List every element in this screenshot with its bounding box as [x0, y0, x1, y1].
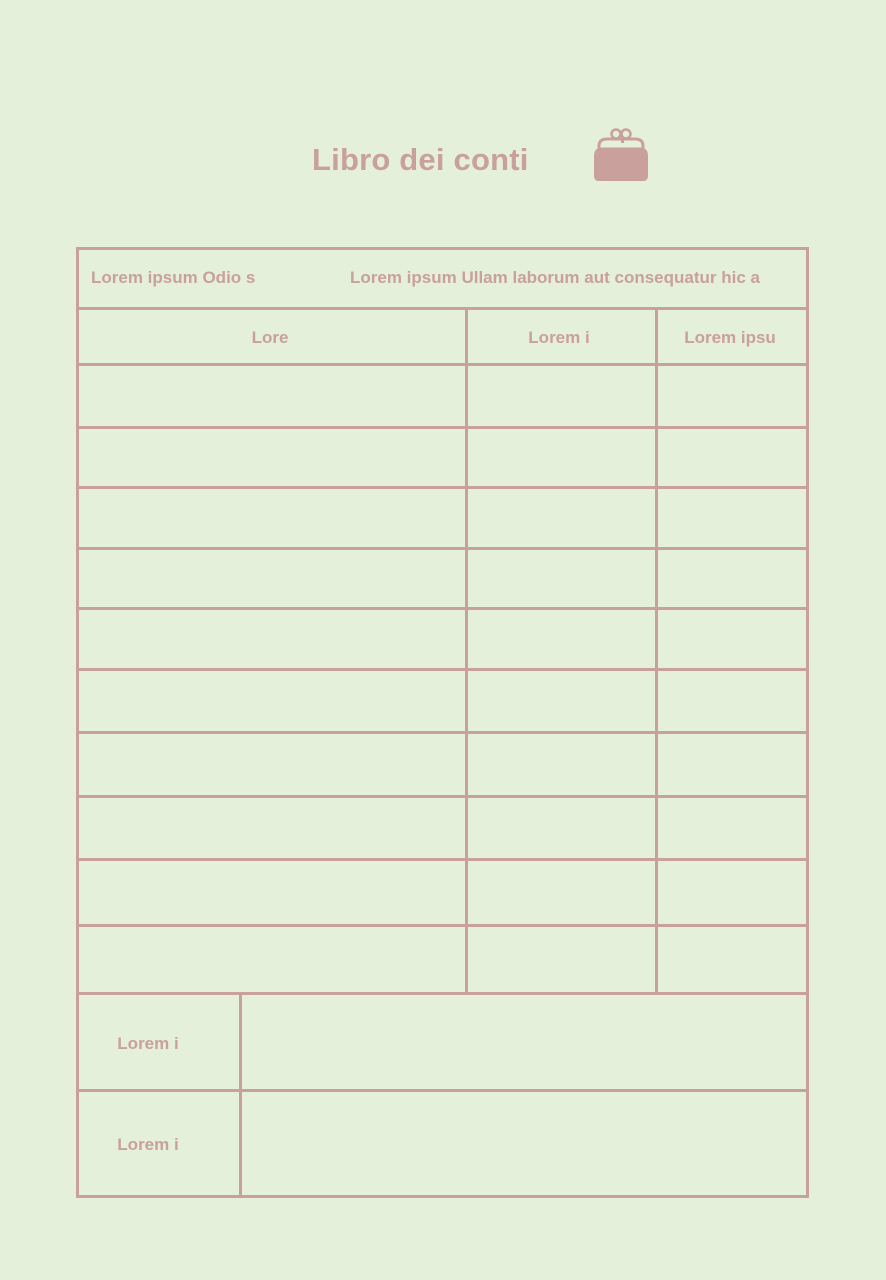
purse-icon	[591, 126, 651, 184]
row-divider	[76, 858, 809, 861]
row-divider	[76, 924, 809, 927]
column-header: Lorem ipsu	[684, 328, 776, 347]
column-header: Lore	[251, 328, 289, 347]
row-divider	[76, 547, 809, 550]
info-row-divider	[76, 307, 809, 310]
info-left-label: Lorem ipsum Odio s	[91, 268, 256, 287]
summary-label: Lorem i	[117, 1034, 179, 1053]
row-divider	[76, 607, 809, 610]
summary-column-divider	[239, 992, 242, 1198]
table-bottom-divider	[76, 992, 809, 995]
row-divider	[76, 486, 809, 489]
column-divider	[465, 307, 468, 995]
column-header: Lorem i	[528, 328, 590, 347]
summary-label: Lorem i	[117, 1135, 179, 1154]
header-row-divider	[76, 363, 809, 366]
row-divider	[76, 795, 809, 798]
ledger-sheet	[76, 247, 809, 1198]
info-right-label: Lorem ipsum Ullam laborum aut consequatur hic a	[350, 268, 760, 287]
page-title: Libro dei conti	[312, 142, 529, 177]
row-divider	[76, 668, 809, 671]
summary-divider	[76, 1089, 809, 1092]
row-divider	[76, 426, 809, 429]
row-divider	[76, 731, 809, 734]
column-divider	[655, 307, 658, 995]
